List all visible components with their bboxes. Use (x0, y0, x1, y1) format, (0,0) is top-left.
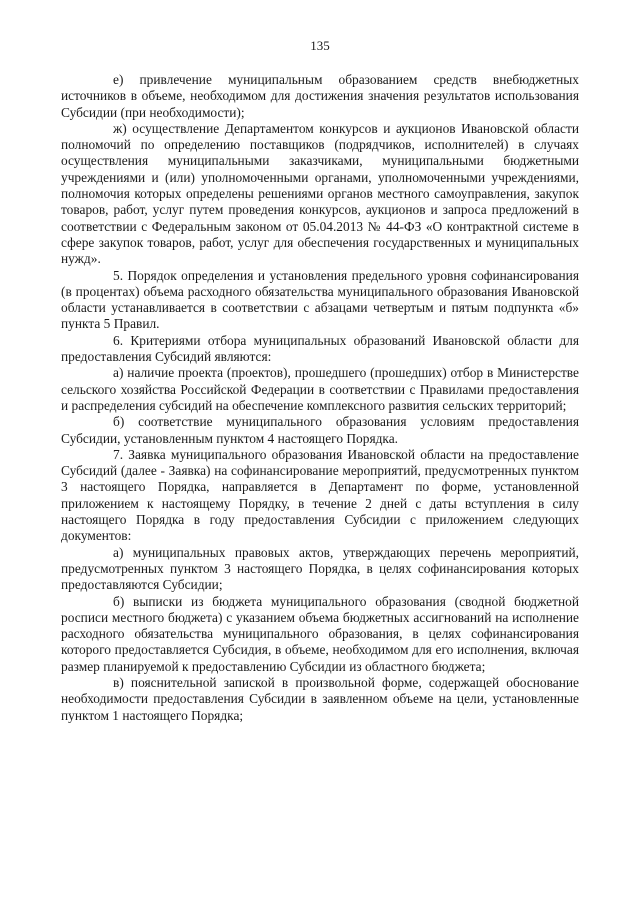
paragraph-e-extrabudgetary-sources: е) привлечение муниципальным образованием средств внебюджетных источников в объеме, необходимом для достижения значения результатов использования Субсидии (при необходимости); (61, 72, 579, 120)
paragraph-5-cofinancing-level: 5. Порядок определения и установления предельного уровня софинансирования (в процентах) объема расходного обязательства муниципального образования Ивановской области устанавливается в соответствии с абзацами четвертым и пятым подпункта «б» пункта 5 Правил. (61, 267, 579, 332)
paragraph-7a-legal-acts: а) муниципальных правовых актов, утверждающих перечень мероприятий, предусмотренных пунктом 3 настоящего Порядка, в целях софинансирования которых предоставляются Субсидии; (61, 544, 579, 593)
paragraph-7v-explanatory-note: в) пояснительной запиской в произвольной форме, содержащей обоснование необходимости предоставления Субсидии в заявленном объеме на цели, установленные пунктом 1 настоящего Порядка; (61, 674, 579, 723)
paragraph-zh-department-powers: ж) осуществление Департаментом конкурсов и аукционов Ивановской области полномочий по определению поставщиков (подрядчиков, исполнителей) в случаях осуществления муниципальными заказчиками, муниципальными бюджетными учреждениями и (или) уполномоченными органами, уполномоченными учреждениями, полномочия которых определены решениями органов местного самоуправления, закупок товаров, работ, услуг путем проведения конкурсов, аукционов и запроса предложений в соответствии с Федеральным законом от 05.04.2013 № 44-ФЗ «О контрактной системе в сфере закупок товаров, работ, услуг для обеспечения государственных и муниципальных нужд». (61, 120, 579, 267)
paragraph-7-application: 7. Заявка муниципального образования Ивановской области на предоставление Субсидий (далее - Заявка) на софинансирование мероприятий, предусмотренных пунктом 3 настоящего Порядка, направляется в Департамент по форме, установленной приложением к настоящему Порядку, в течение 2 дней с даты вступления в силу настоящего Порядка в году предоставления Субсидии с приложением следующих документов: (61, 446, 579, 544)
paragraph-6a-project-selection: а) наличие проекта (проектов), прошедшего (прошедших) отбор в Министерстве сельского хозяйства Российской Федерации в соответствии с Правилами предоставления и распределения субсидий на обеспечение комплексного развития сельских территорий; (61, 365, 579, 413)
paragraph-6-selection-criteria: 6. Критериями отбора муниципальных образований Ивановской области для предоставления Субсидий являются: (61, 332, 579, 365)
document-body (61, 72, 579, 724)
page-number: 135 (310, 38, 330, 53)
paragraph-6b-conditions-compliance: б) соответствие муниципального образования условиям предоставления Субсидии, установленным пунктом 4 настоящего Порядка. (61, 414, 579, 446)
paragraph-7b-budget-extract: б) выписки из бюджета муниципального образования (сводной бюджетной росписи местного бюджета) с указанием объема бюджетных ассигнований на исполнение расходного обязательства муниципального образования, в целях софинансирования которого предоставляется Субсидия, в объеме, необходимом для его исполнения, включая размер планируемой к предоставлению Субсидии из областного бюджета; (61, 593, 579, 674)
